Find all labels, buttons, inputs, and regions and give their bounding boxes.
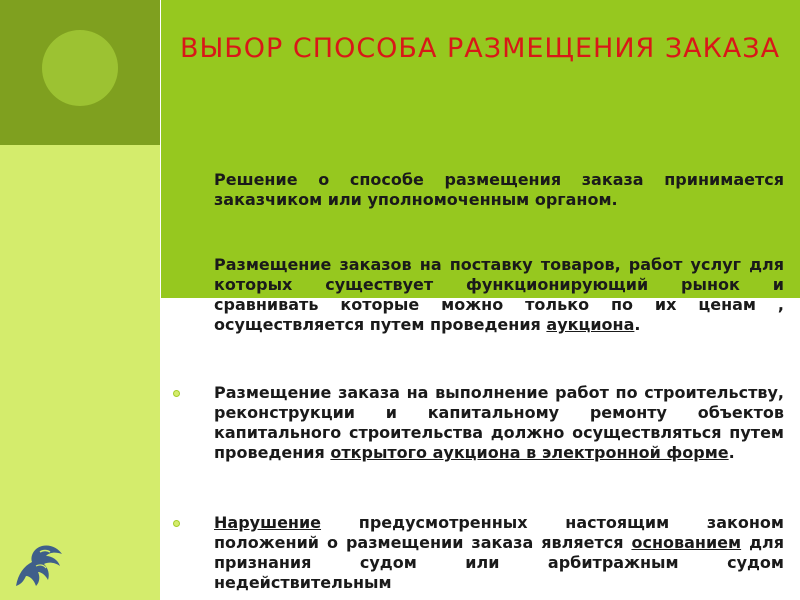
paragraph-violation-underlined-2: основанием <box>631 533 742 552</box>
paragraph-construction-underlined: открытого аукциона в электронной форме <box>330 443 729 462</box>
paragraph-violation <box>214 513 784 593</box>
paragraph-construction <box>214 383 784 463</box>
paragraph-auction-text: Размещение заказов на поставку товаров, работ услуг для которых существует функционирующий рынок и сравнивать которые можно только по их ценам , осуществляется путем проведения <box>214 255 784 334</box>
paragraph-decision <box>214 170 784 210</box>
paragraph-violation-text-1: предусмотренных настоящим законом положений о размещении заказа является <box>214 513 784 552</box>
paragraph-violation-text-2: для признания судом или арбитражным судом недействительным <box>214 533 784 592</box>
paragraph-auction <box>214 255 784 335</box>
paragraph-construction-text: Размещение заказа на выполнение работ по строительству, реконструкции и капитальному ремонту объектов капитального строительства должно осуществляться путем проведения <box>214 383 784 462</box>
paragraph-construction-end: . <box>728 443 735 462</box>
paragraph-violation-underlined-1: Нарушение <box>214 513 322 532</box>
ring-bullet-icon <box>173 520 180 527</box>
lion-emblem-icon <box>10 540 68 592</box>
decorative-circle <box>42 30 118 106</box>
left-bottom-block <box>0 145 160 600</box>
paragraph-auction-end: . <box>634 315 641 334</box>
paragraph-auction-underlined: аукциона <box>546 315 635 334</box>
ring-bullet-icon <box>173 390 180 397</box>
slide-title: ВЫБОР СПОСОБА РАЗМЕЩЕНИЯ ЗАКАЗА <box>179 33 781 64</box>
paragraph-decision-text: Решение о способе размещения заказа принимается заказчиком или уполномоченным органом. <box>214 170 784 209</box>
vertical-divider <box>160 0 161 600</box>
